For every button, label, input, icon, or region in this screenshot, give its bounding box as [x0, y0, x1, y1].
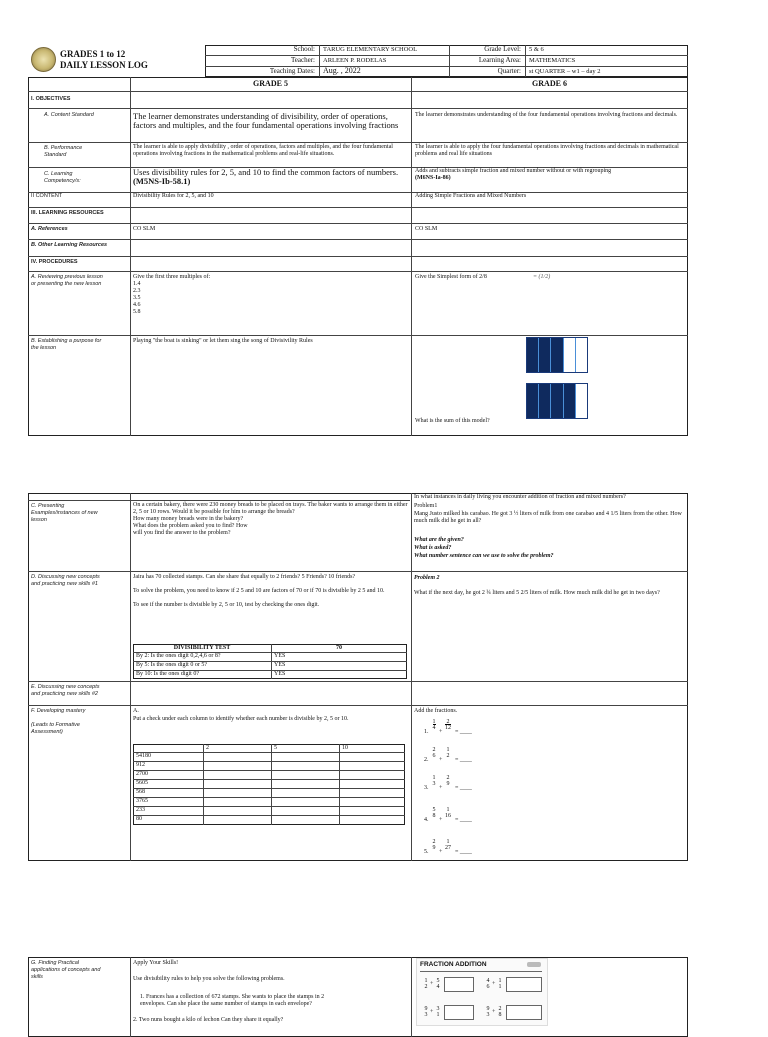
- worksheet-item: 3 1: [436, 1006, 440, 1018]
- check-number: 233: [136, 807, 145, 813]
- g5-purpose: Playing "the boat is sinking" or let them sing the song of Divisivility Rules: [133, 338, 313, 344]
- div-table-row-answer: YES: [274, 662, 286, 668]
- g6-model-question: What is the sum of this model?: [415, 418, 490, 424]
- g5-learning-competency: [133, 168, 405, 186]
- fraction-model-2: [526, 383, 588, 419]
- dates-value: Aug. , 2022: [323, 66, 361, 75]
- procedures-heading: IV. PROCEDURES: [31, 259, 78, 265]
- area-label: Learning Area:: [478, 56, 521, 64]
- area-value: MATHEMATICS: [529, 57, 576, 64]
- worksheet-answer-box[interactable]: [506, 1005, 542, 1020]
- worksheet-item: 1 1: [498, 978, 502, 990]
- performance-standard-label: B. Performance Standard: [44, 145, 83, 158]
- div-table-head-test: DIVISIBILITY TEST: [173, 645, 231, 651]
- g5-presenting: On a certain bakery, there were 230 money breads to be placed on trays. The baker wants to arrange them in either 2, 5 or 10 rows. Would it be possible for him to arrange the breads? How many money breads were in the bakery? What does the problem asked you to find? How will you find the answer to the problem?: [133, 502, 408, 536]
- school-value: TARUG ELEMENTARY SCHOOL: [323, 46, 418, 53]
- learning-competency-label: C. Learning Competency/s:: [44, 171, 81, 184]
- worksheet-answer-box[interactable]: [444, 977, 474, 992]
- references-label: A. References: [31, 226, 68, 232]
- check-number: 3765: [136, 798, 148, 804]
- g5-competency-code: (M5NS-Ib-58.1): [133, 176, 191, 186]
- other-resources-label: B. Other Learning Resources: [31, 242, 108, 248]
- worksheet-item: 5 4: [436, 978, 440, 990]
- check-number: 2700: [136, 771, 148, 777]
- g6-number-sentence: What number sentence can we use to solve the problem?: [414, 553, 554, 559]
- worksheet-answer-box[interactable]: [444, 1005, 474, 1020]
- g5-references: CO SLM: [133, 226, 156, 232]
- g5-review: Give the first three multiples of: 1.4 2.3 3.5 4.6 5.8: [133, 274, 211, 315]
- dates-label: Teaching Dates:: [269, 67, 315, 75]
- g6-content-standard: The learner demonstrates understanding of the four fundamental operations involving fractions and decimals.: [415, 112, 678, 118]
- div-table-row: By 2: Is the ones digit 0,2,4,6 or 8?: [136, 653, 221, 659]
- fraction-b: 1 27: [445, 839, 451, 851]
- fraction-addition-worksheet: FRACTION ADDITION 1 2 + 5 4 4 6 + 1 1 9 3 + 3 1 9 3 + 2 8: [416, 958, 548, 1026]
- fraction-b: $\frac{2}{12}$: [445, 719, 451, 731]
- exercise-number: 3.: [424, 785, 429, 791]
- div-table-head-number: 70: [336, 645, 342, 651]
- g5-mastery-text: Put a check under each column to identify whether each number is divisible by 2, 5 or 10.: [133, 716, 349, 722]
- fraction-b: 1 2: [446, 747, 450, 759]
- g6-competency-text: Adds and subtracts simple fraction and mixed number without or with regrouping: [415, 168, 612, 174]
- g6-problem1-text: Mang Justo milked his carabao. He got 3 ½ liters of milk from one carabao and 4 1/5 liters from the other. How much milk did he get in all?: [414, 511, 682, 524]
- divisibility-check-table: [133, 744, 405, 825]
- g6-review: Give the Simplest form of 2/8: [415, 274, 487, 280]
- g5-competency-text: Uses divisibility rules for 2, 5, and 10 to find the common factors of numbers.: [133, 167, 399, 177]
- g6-problem2-text: What if the next day, he got 2 ¾ liters and 5 2/5 liters of milk. How much milk did he get in two days?: [414, 590, 660, 596]
- fraction-a: $\frac{1}{4}$: [432, 719, 436, 731]
- answer-blank[interactable]: = ____: [455, 785, 472, 791]
- g5-content: Divisibility Rules for 2, 5, and 10: [133, 193, 214, 199]
- g6-problem1: Problem1: [414, 503, 438, 509]
- check-col-10: 10: [342, 745, 348, 751]
- dll-title-1: GRADES 1 to 12: [60, 49, 126, 59]
- check-number: 912: [136, 762, 145, 768]
- g6-performance-standard: The learner is able to apply the four fundamental operations involving fractions and decimals in mathematical problems and real life situations: [415, 144, 679, 157]
- answer-blank[interactable]: = ____: [455, 849, 472, 855]
- g5-practical-problem-1: 1. Frances has a collection of 672 stamps. She wants to place the stamps in 2 envelopes. Can she place the same number of stamps in each envelope?: [140, 994, 325, 1007]
- g6-asked: What is asked?: [414, 545, 452, 551]
- worksheet-item: 4 6: [486, 978, 490, 990]
- worksheet-title: FRACTION ADDITION: [420, 961, 487, 968]
- fraction-model-1: [526, 337, 588, 373]
- g5-content-standard: The learner demonstrates understanding of divisibility, order of operations, factors and multiples, and the four fundamental operations involving fractions: [133, 111, 399, 130]
- worksheet-logo-icon: [527, 962, 541, 967]
- answer-blank[interactable]: = ____: [455, 757, 472, 763]
- teacher-label: Teacher:: [291, 56, 315, 64]
- content-standard-label: A. Content Standard: [44, 112, 94, 118]
- fraction-a: 5 8: [432, 807, 436, 819]
- objectives-heading: I. OBJECTIVES: [31, 96, 71, 102]
- learning-resources-heading: III. LEARNING RESOURCES: [31, 210, 104, 216]
- teacher-value: ARLEEN P. RODELAS: [323, 57, 387, 64]
- grade-label: Grade Level:: [484, 45, 521, 53]
- discuss2-label: E. Discussing new concepts and practicing new skills #2: [31, 684, 100, 697]
- practical-label: G. Finding Practical applications of concepts and skills: [31, 960, 101, 980]
- purpose-label: B. Establishing a purpose for the lesson: [31, 338, 102, 351]
- worksheet-item: 2 8: [498, 1006, 502, 1018]
- dll-title-2: DAILY LESSON LOG: [60, 60, 148, 70]
- div-table-row-answer: YES: [274, 653, 286, 659]
- g5-practical-title: Apply Your Skills!: [133, 960, 179, 966]
- exercise-number: 1.: [424, 729, 429, 735]
- mastery-label: F. Developing mastery (Leads to Formative Assessment): [31, 708, 86, 735]
- g6-problem2: Problem 2: [414, 575, 440, 581]
- fraction-b: 2 9: [446, 775, 450, 787]
- g5-practical-problem-2: 2. Two nuns bought a kilo of lechon Can they share it equally?: [133, 1017, 284, 1023]
- worksheet-answer-box[interactable]: [506, 977, 542, 992]
- div-table-row-answer: YES: [274, 671, 286, 677]
- worksheet-item: 1 2: [424, 978, 428, 990]
- div-table-row: By 10: Is the ones digit 0?: [136, 671, 199, 677]
- deped-seal-logo: [31, 47, 56, 72]
- exercise-number: 2.: [424, 757, 429, 763]
- g5-practical-intro: Use divisibility rules to help you solve the following problems.: [133, 976, 285, 982]
- answer-blank[interactable]: = ____: [455, 729, 472, 735]
- exercise-number: 5.: [424, 849, 429, 855]
- g6-learning-competency: [415, 168, 685, 182]
- check-number: 5605: [136, 780, 148, 786]
- school-label: School:: [293, 45, 315, 53]
- review-label: A. Reviewing previous lesson or presenting the new lesson: [31, 274, 103, 287]
- grade-value: 5 & 6: [529, 46, 544, 53]
- answer-blank[interactable]: = ____: [455, 817, 472, 823]
- g5-mastery-a: A.: [133, 708, 139, 714]
- div-table-row: By 5: Is the ones digit 0 or 5?: [136, 662, 207, 668]
- g6-given: What are the given?: [414, 537, 464, 543]
- g5-discuss1: Jaira has 70 collected stamps. Can she share that equally to 2 friends? 5 Friends? 10 friends? To solve the problem, you need to know if 2 5 and 10 are factors of 70 or if 70 is divisible by 2 5 and 10. To see if the number is divisible by 2, 5 or 10, test by checking the ones digit.: [133, 574, 385, 608]
- quarter-label: Quarter:: [497, 67, 521, 75]
- check-col-2: 2: [206, 745, 209, 751]
- worksheet-item: 9 3: [486, 1006, 490, 1018]
- fraction-b: 1 16: [445, 807, 451, 819]
- g6-presenting-question: In what instances in daily living you encounter addition of fraction and mixed numbers?: [414, 494, 626, 500]
- worksheet-item: 9 3: [424, 1006, 428, 1018]
- g6-references: CO SLM: [415, 226, 438, 232]
- fraction-a: 2 6: [432, 747, 436, 759]
- g5-performance-standard: The learner is able to apply divisibility , order of operations, factors and multiples, and the four fundamental operations involving fractions in the mathematical problems and real-life situations.: [133, 144, 393, 157]
- check-col-5: 5: [274, 745, 277, 751]
- check-number: 568: [136, 789, 145, 795]
- g6-add-title: Add the fractions.: [414, 708, 458, 714]
- fraction-a: 2 9: [432, 839, 436, 851]
- g6-competency-code: (M6NS-Ia-86): [415, 175, 451, 181]
- check-number: 80: [136, 816, 142, 822]
- g6-review-answer: = (1/2): [533, 274, 551, 280]
- presenting-label: C. Presenting Examples/instances of new lesson: [31, 503, 98, 523]
- content-heading: II CONTENT: [31, 193, 63, 199]
- discuss1-label: D. Discussing new concepts and practicing new skills #1: [31, 574, 100, 587]
- grade6-heading: GRADE 6: [532, 79, 567, 88]
- fraction-a: 1 3: [432, 775, 436, 787]
- exercise-number: 4.: [424, 817, 429, 823]
- check-number: 54180: [136, 753, 151, 759]
- grade5-heading: GRADE 5: [253, 79, 288, 88]
- quarter-value: st QUARTER – w1 – day 2: [529, 68, 601, 75]
- g6-content: Adding Simple Fractions and Mixed Numbers: [415, 193, 527, 199]
